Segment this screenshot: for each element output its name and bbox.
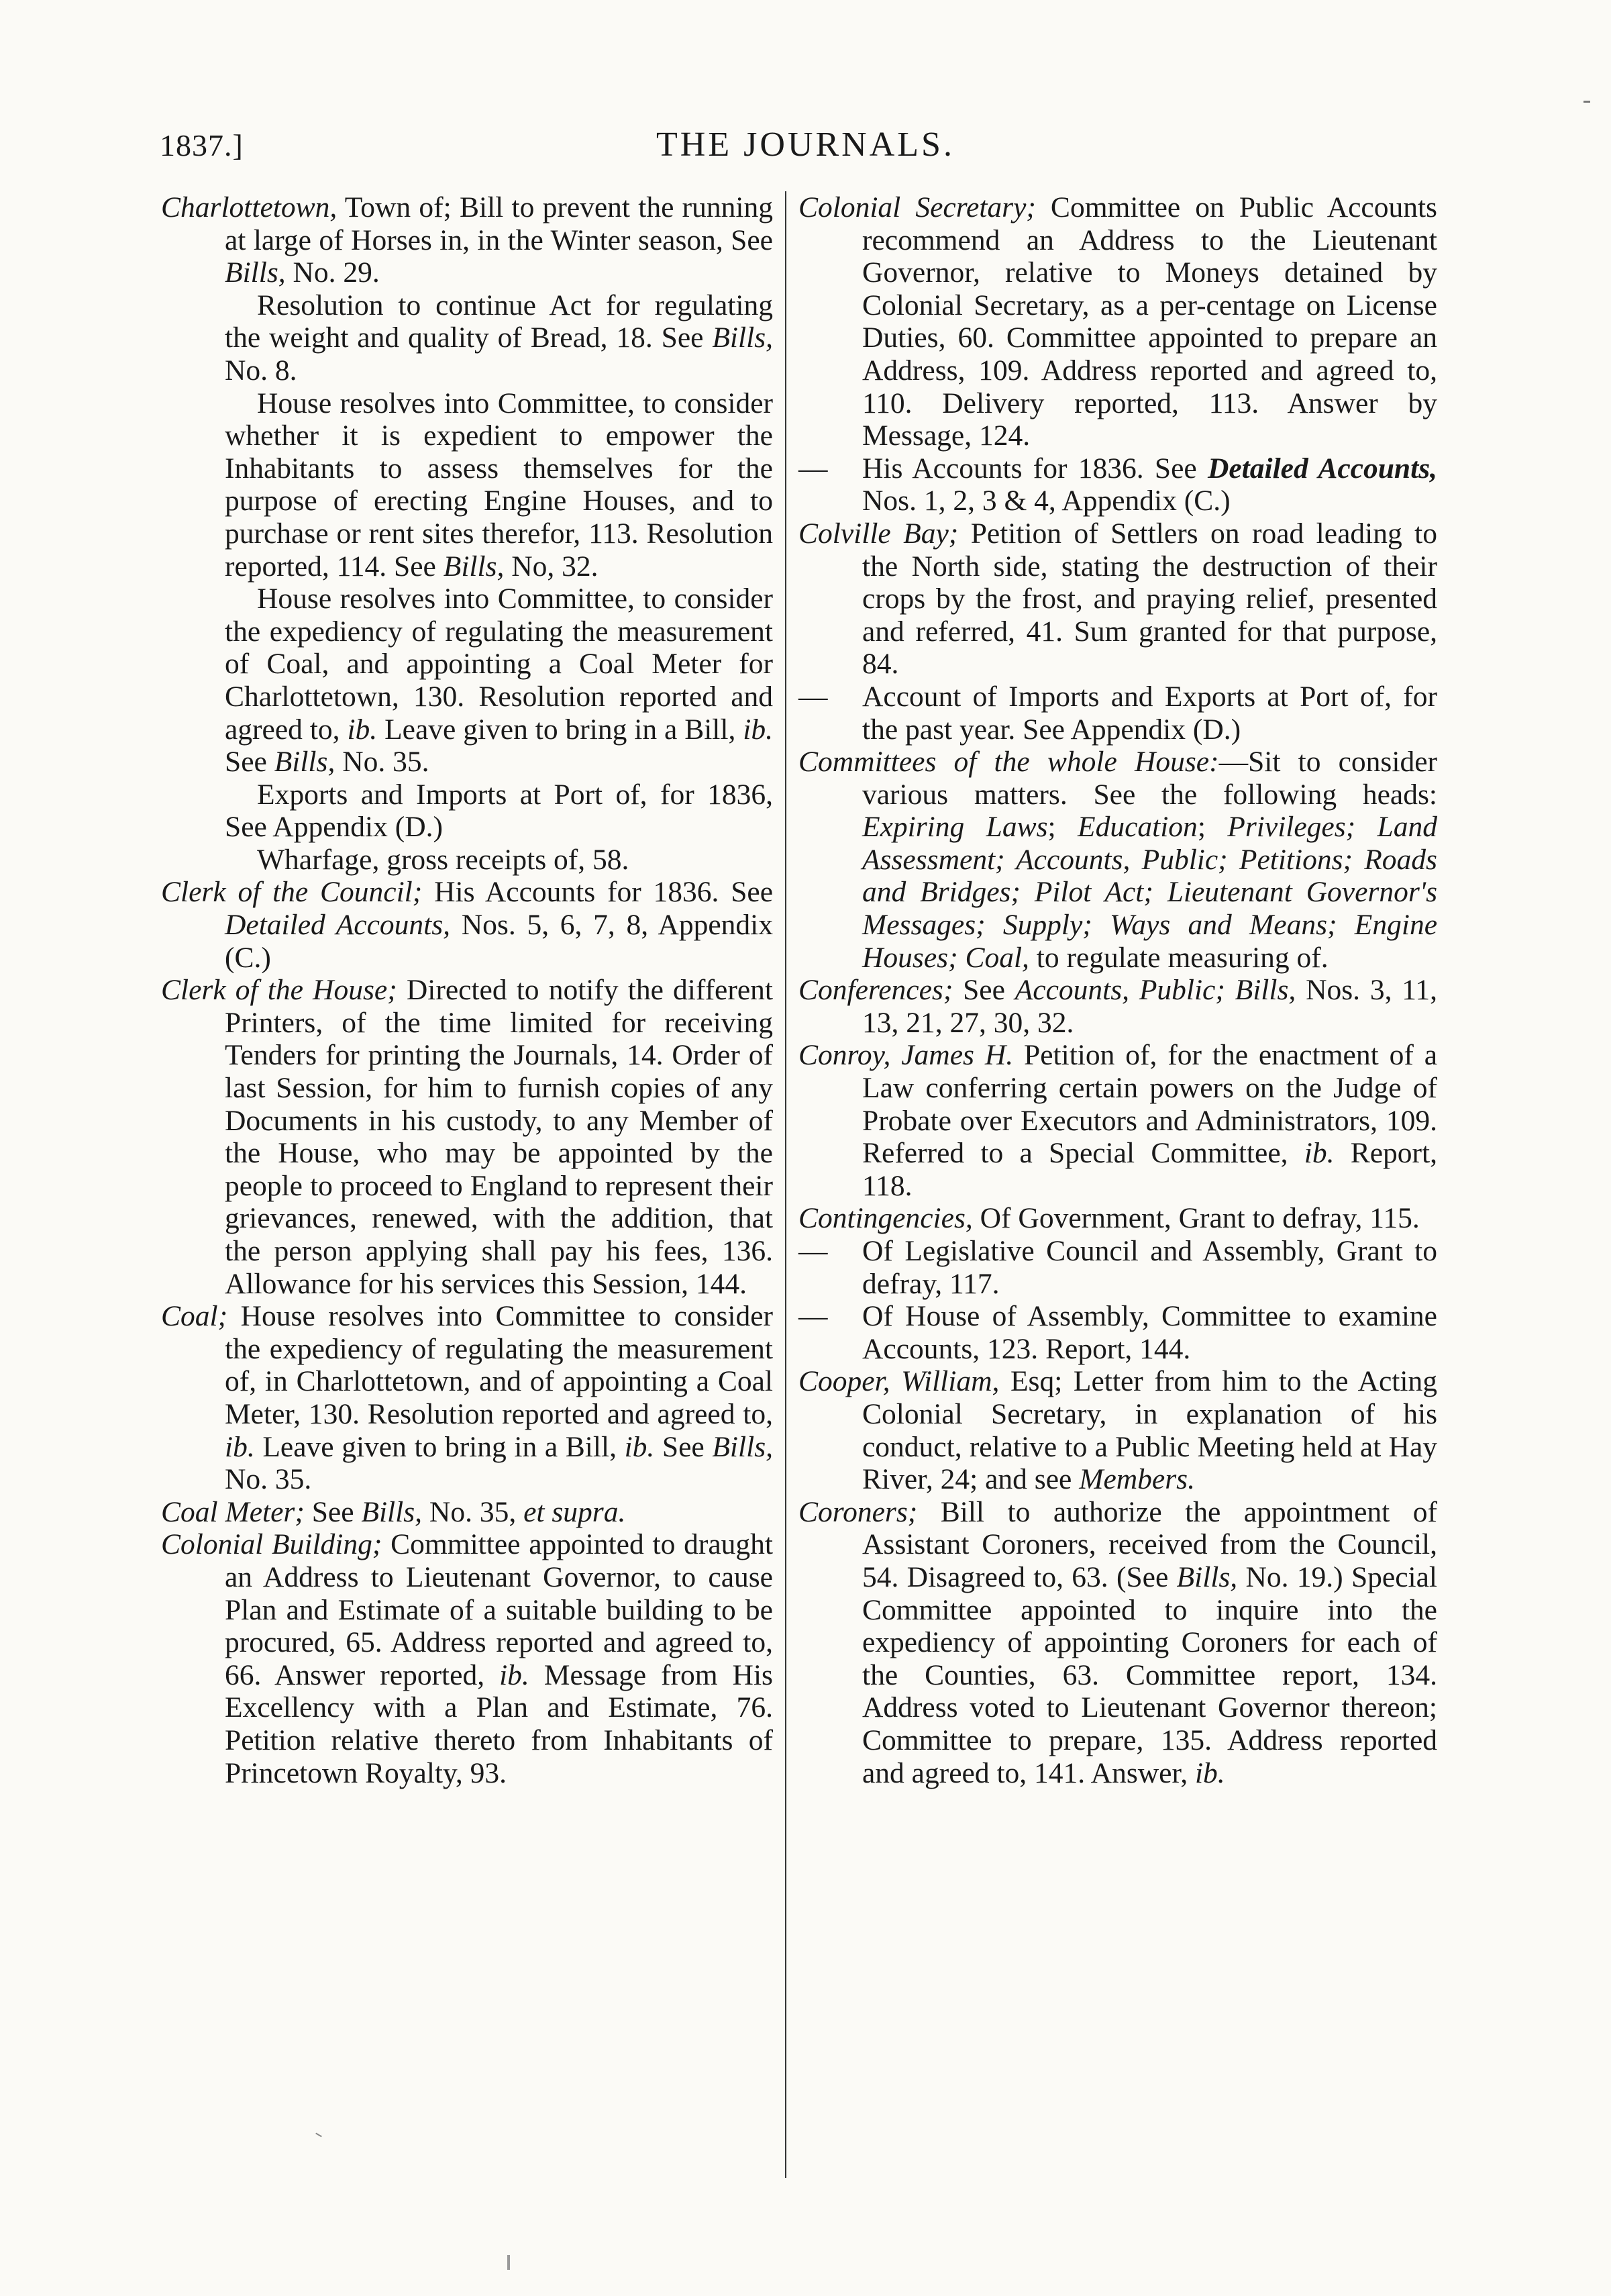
entry-text: See	[304, 1495, 362, 1528]
dash-mark: —	[798, 452, 828, 485]
stray-mark	[1583, 101, 1590, 103]
entry-text: Nos. 5, 6, 7, 8, Appendix (C.)	[225, 909, 773, 974]
entry-text: No, 32.	[504, 550, 599, 583]
entry-heading: Conroy, James H.	[798, 1039, 1014, 1072]
entry-text: His Accounts for 1836. See	[422, 876, 773, 909]
entry-heading: Colonial Building;	[161, 1528, 382, 1561]
index-entry-charlottetown	[161, 191, 773, 289]
index-entry-colville-bay	[798, 517, 1437, 681]
entry-heading: Contingencies,	[798, 1202, 973, 1235]
sub-entry-colville-imports	[798, 681, 1437, 746]
entry-text: Leave given to bring in a Bill,	[377, 713, 743, 746]
entry-text: Committee appointed to draught an Address to Lieutenant Governor, to cause Plan and Estimate of a suitable building to be procured, 65. Address reported and agreed to, 66. Answer reported,	[225, 1528, 773, 1691]
entry-text: Of Legislative Council and Assembly, Grant to defray, 117.	[862, 1235, 1437, 1300]
index-entry-coroners	[798, 1496, 1437, 1789]
entry-ref: ib.	[1304, 1137, 1335, 1170]
entry-text: Bill to authorize the appointment of Assistant Coroners, received from the Council, 54. Disagreed to, 63. (See	[862, 1495, 1437, 1593]
entry-text: ;	[1197, 811, 1228, 844]
entry-text: No. 29.	[285, 256, 380, 289]
left-column	[161, 191, 773, 1789]
entry-text: See	[225, 746, 274, 779]
entry-heading: Committees of the whole House:	[798, 746, 1219, 779]
entry-text: His Accounts for 1836. See	[862, 452, 1208, 485]
entry-text: Town of; Bill to prevent the running at large of Horses in, in the Winter season, See	[225, 191, 773, 256]
entry-ref: Privileges; Land Assessment; Accounts, Public; Petitions; Roads and Bridges; Pilot Act; Lieutenant Governor's Messages; Supply; Ways and Means; Engine Houses; Coal,	[862, 811, 1437, 974]
entry-text: Wharfage, gross receipts of, 58.	[257, 843, 629, 876]
entry-ref: Bills,	[1176, 1560, 1238, 1593]
entry-text: ;	[1047, 811, 1078, 844]
entry-heading: Colville Bay;	[798, 517, 959, 550]
page-header	[0, 0, 1611, 201]
entry-ref: ib.	[743, 713, 773, 746]
entry-text: No. 8.	[225, 354, 297, 387]
entry-text: Account of Imports and Exports at Port of, for the past year. See Appendix (D.)	[862, 680, 1437, 746]
entry-heading: Coroners;	[798, 1495, 918, 1528]
entry-ref: Members.	[1079, 1463, 1195, 1496]
entry-ref: ib.	[225, 1430, 255, 1463]
sub-entry-wharfage	[161, 844, 773, 877]
sub-entry-bread	[161, 289, 773, 387]
sub-entry-contingencies-house	[798, 1300, 1437, 1365]
entry-text: Exports and Imports at Port of, for 1836, See Appendix (D.)	[225, 778, 773, 844]
entry-text: to regulate measuring of.	[1029, 941, 1329, 974]
entry-text: Of House of Assembly, Committee to examine Accounts, 123. Report, 144.	[862, 1300, 1437, 1365]
entry-heading: Clerk of the House;	[161, 974, 397, 1007]
page-year: 1837.]	[160, 128, 244, 162]
entry-text: Committee on Public Accounts recommend an Address to the Lieutenant Governor, relative to Moneys detained by Colonial Secretary, as a per-centage on License Duties, 60. Committee appointed to prepare an Address, 109. Address reported and agreed to, 110. Delivery reported, 113. Answer by Message, 124.	[862, 191, 1437, 452]
entry-ref: Accounts, Public; Bills,	[1015, 974, 1296, 1007]
column-divider	[785, 191, 786, 2178]
entry-text: Petition of, for the enactment of a Law conferring certain powers on the Judge of Probate over Executors and Administrators, 109. Referred to a Special Committee,	[862, 1039, 1438, 1170]
index-entry-clerk-council	[161, 876, 773, 974]
entry-ref: Bills,	[361, 1495, 423, 1528]
entry-heading: Coal;	[161, 1300, 228, 1333]
entry-text: Petition of Settlers on road leading to the North side, stating the destruction of their crops by the frost, and praying relief, presented and referred, 41. Sum granted for that purpose, 84.	[862, 517, 1437, 681]
index-entry-contingencies	[798, 1202, 1437, 1235]
entry-ref: Bills,	[443, 550, 505, 583]
entry-text: Report, 118.	[862, 1137, 1437, 1202]
entry-heading: Colonial Secretary;	[798, 191, 1036, 223]
entry-text: No. 19.) Special Committee appointed to inquire into the expediency of appointing Coroners for each of the Counties, 63. Committee report, 134. Address voted to Lieutenant Governor thereon; Committee to prepare, 135. Address reported and agreed to, 141. Answer,	[862, 1560, 1437, 1789]
entry-text: Message from His Excellency with a Plan and Estimate, 76. Petition relative thereto from Inhabitants of Princetown Royalty, 93.	[225, 1658, 773, 1789]
entry-heading: Cooper, William,	[798, 1365, 1000, 1398]
entry-text: No. 35,	[422, 1495, 524, 1528]
entry-ref: ib.	[1194, 1756, 1225, 1789]
entry-text: Leave given to bring in a Bill,	[254, 1430, 625, 1463]
stray-mark	[507, 2255, 510, 2270]
entry-text: Resolution to continue Act for regulating the weight and quality of Bread, 18. See	[225, 289, 773, 354]
sub-entry-engine-houses	[161, 387, 773, 583]
entry-ref: Detailed Accounts,	[225, 909, 451, 942]
dash-mark: —	[798, 1300, 828, 1333]
entry-ref: et supra.	[523, 1495, 626, 1528]
entry-text: Of Government, Grant to defray, 115.	[972, 1202, 1420, 1235]
sub-entry-exports	[161, 779, 773, 844]
index-entry-cooper	[798, 1365, 1437, 1495]
entry-text: —Sit to consider various matters. See the following heads:	[862, 746, 1437, 811]
sub-entry-coal-measurement	[161, 583, 773, 779]
entry-text: No. 35.	[225, 1463, 312, 1496]
entry-text: House resolves into Committee, to consider whether it is expedient to empower the Inhabitants to assess themselves for the purpose of erecting Engine Houses, and to purchase or rent sites therefor, 113. Resolution reported, 114. See	[225, 387, 773, 583]
entry-heading: Conferences;	[798, 974, 953, 1007]
entry-ref: Education	[1078, 811, 1198, 844]
right-column	[798, 191, 1437, 1789]
dash-mark: —	[798, 1235, 828, 1267]
stray-mark	[315, 2133, 322, 2138]
index-entry-coal	[161, 1300, 773, 1496]
index-entry-colonial-building	[161, 1528, 773, 1789]
index-entry-committees	[798, 746, 1437, 974]
entry-text: See	[953, 974, 1015, 1007]
entry-text: Nos. 3, 11, 13, 21, 27, 30, 32.	[862, 974, 1437, 1039]
entry-text: Nos. 1, 2, 3 & 4, Appendix (C.)	[862, 485, 1231, 517]
entry-ref: Bills,	[225, 256, 286, 289]
entry-ref: Detailed Accounts,	[1207, 452, 1438, 485]
entry-heading: Clerk of the Council;	[161, 876, 423, 909]
entry-text: See	[654, 1430, 713, 1463]
entry-ref: ib.	[624, 1430, 655, 1463]
entry-ref: Bills,	[712, 321, 773, 354]
index-entry-colonial-secretary	[798, 191, 1437, 452]
entry-text: House resolves into Committee to consider the expediency of regulating the measurement of, in Charlottetown, and of appointing a Coal Meter, 130. Resolution reported and agreed to,	[225, 1300, 773, 1430]
entry-ref: ib.	[347, 713, 378, 746]
dash-mark: —	[798, 680, 828, 713]
sub-entry-contingencies-council	[798, 1235, 1437, 1300]
index-entry-conferences	[798, 974, 1437, 1039]
entry-ref: Expiring Laws	[862, 811, 1048, 844]
entry-text: No. 35.	[335, 746, 429, 779]
entry-ref: Bills,	[274, 746, 335, 779]
entry-ref: Bills,	[712, 1430, 773, 1463]
index-entry-conroy	[798, 1039, 1437, 1202]
entry-text: Directed to notify the different Printers, of the time limited for receiving Tenders for printing the Journals, 14. Order of last Session, for him to furnish copies of any Documents in his custody, to any Member of the House, who may be appointed by the people to proceed to England to represent their grievances, renewed, with the addition, that the person applying shall pay his fees, 136. Allowance for his services this Session, 144.	[225, 974, 773, 1300]
entry-ref: ib.	[499, 1658, 529, 1691]
entry-text: Esq; Letter from him to the Acting Colonial Secretary, in explanation of his conduct, relative to a Public Meeting held at Hay River, 24; and see	[862, 1365, 1437, 1496]
index-entry-clerk-house	[161, 974, 773, 1300]
sub-entry-secretary-accounts	[798, 452, 1437, 517]
entry-heading: Coal Meter;	[161, 1495, 305, 1528]
page-title: THE JOURNALS.	[656, 126, 955, 164]
entry-heading: Charlottetown,	[161, 191, 337, 223]
index-entry-coal-meter	[161, 1496, 773, 1529]
entry-text: House resolves into Committee, to consider the expediency of regulating the measurement of Coal, and appointing a Coal Meter for Charlottetown, 130. Resolution reported and agreed to,	[225, 583, 773, 746]
